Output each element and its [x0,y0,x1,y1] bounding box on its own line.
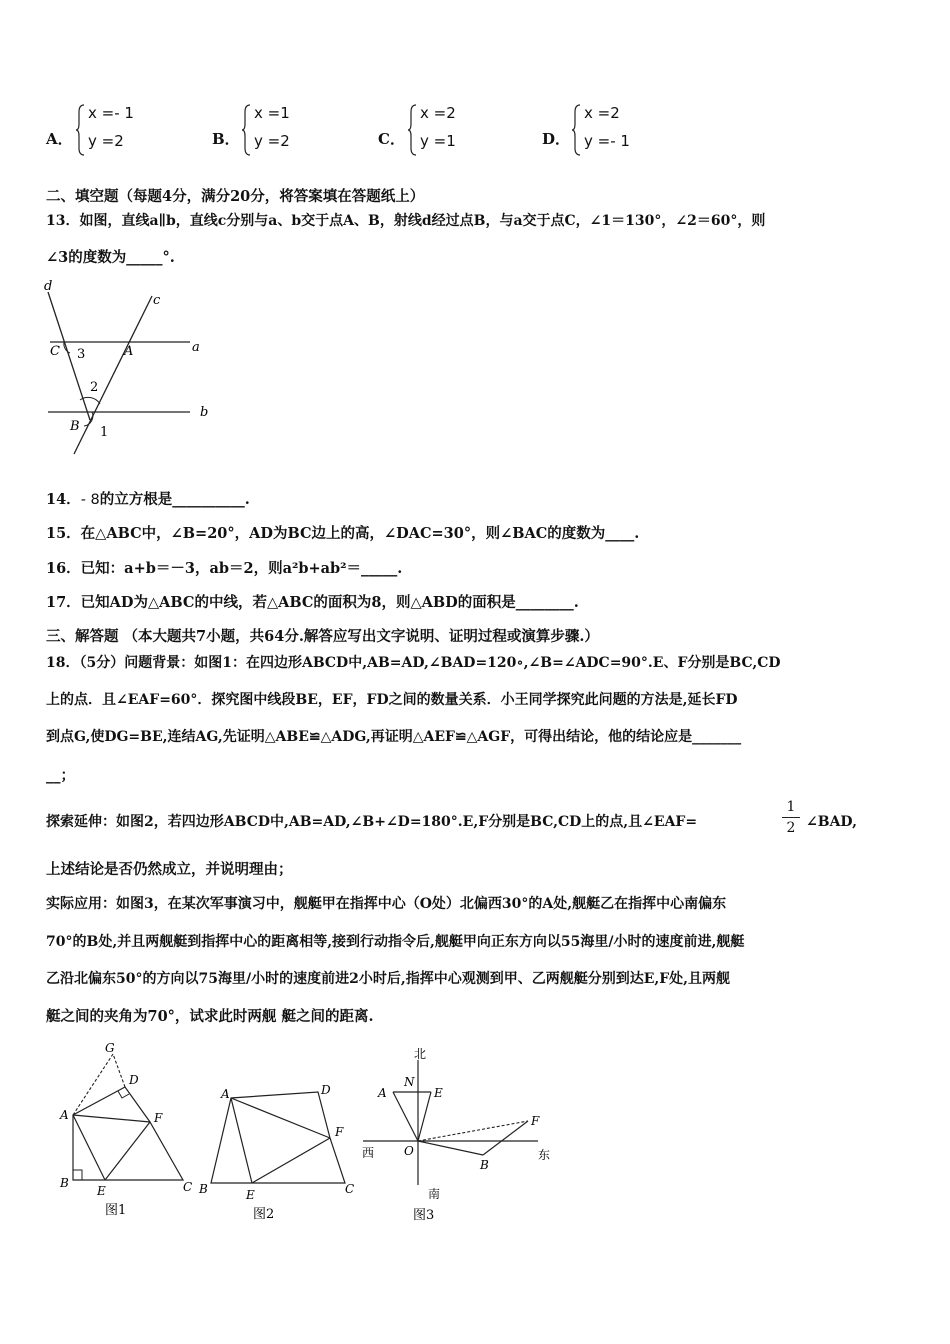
q15: 15．在△ABC中，∠B=20°，AD为BC边上的高，∠DAC=30°，则∠BAC的度数为____. [46,525,640,542]
fig3-label-O: O [404,1144,414,1158]
fig13-label-3: 3 [77,347,86,362]
q17: 17．已知AD为△ABC的中线，若△ABC的面积为8，则△ABD的面积是________. [46,594,579,611]
fig13-label-C: C [50,344,60,359]
fig1-label-E: E [97,1184,106,1198]
fig3-label-east: 东 [538,1148,551,1162]
q18-line10: 艇之间的夹角为70°，试求此时两舰 艇之间的距离. [46,1008,374,1025]
fig3-label-A: A [378,1086,387,1100]
q18-line5a: 探索延伸：如图2，若四边形ABCD中,AB=AD,∠B+∠D=180°.E,F分别是BC,CD上的点,且∠EAF= [46,814,698,830]
q18-line5b: ∠BAD, [806,814,857,830]
fig2-label-F: F [335,1125,344,1139]
fig3-label-west: 西 [362,1146,375,1160]
option-a-y: y =2 [88,132,124,150]
fig2-label-B: B [199,1182,208,1196]
q16: 16．已知：a+b＝－3，ab＝2，则a²b+ab²＝_____. [46,560,403,577]
fig2-label-C: C [345,1182,355,1196]
fig2-label-D: D [321,1083,331,1097]
option-a-label: A． [46,130,73,148]
q14-number: 14． [46,491,81,508]
fig3-label-south: 南 [428,1187,441,1201]
fig1-label-C: C [183,1180,193,1194]
option-c-label: C． [378,130,405,148]
fig13-label-B: B [70,419,80,434]
fig13-label-2: 2 [90,380,99,395]
q18-line6: 上述结论是否仍然成立，并说明理由； [46,861,293,878]
fig1-label-B: B [60,1176,69,1190]
option-b-x: x =1 [254,104,290,122]
fraction-numerator: 1 [786,799,796,815]
option-c-y: y =1 [420,132,456,150]
fig13-label-c: c [153,293,161,308]
q18-fraction [782,798,800,837]
fig13-label-A: A [124,344,134,359]
option-d-label: D． [542,130,571,148]
fig2-label-E: E [246,1188,255,1202]
fig13-label-d: d [44,279,53,294]
fig3-label-north: 北 [414,1047,427,1061]
q18-line9: 乙沿北偏东50°的方向以75海里/小时的速度前进2小时后,指挥中心观测到甲、乙两舰艇分别到达E,F处,且两舰 [46,971,731,987]
fig3-label-F: F [531,1114,540,1128]
section2-title: 二、填空题（每题4分，满分20分，将答案填在答题纸上） [46,188,425,205]
fig1-label-F: F [154,1111,163,1125]
fig2-caption: 图2 [253,1207,275,1222]
brace-icon [572,104,582,156]
fig1-label-D: D [129,1073,139,1087]
figure-1 [55,1040,205,1225]
fraction-denominator: 2 [786,820,796,836]
option-b-label: B． [212,130,240,148]
brace-icon [242,104,252,156]
brace-icon [408,104,418,156]
option-a-x: x =- 1 [88,104,134,122]
figure-2 [195,1080,365,1225]
q14 [46,490,250,510]
q18-line1: 18．（5分）问题背景：如图1：在四边形ABCD中,AB=AD,∠BAD=120∘,∠B=∠ADC=90°.E、F分别是BC,CD [46,655,781,671]
brace-icon [76,104,86,156]
fig3-label-E: E [434,1086,443,1100]
fig2-label-A: A [221,1087,230,1101]
option-d-y: y =- 1 [584,132,630,150]
q14-neg8: - 8 [80,492,100,508]
option-c-x: x =2 [420,104,456,122]
q13-line2: ∠3的度数为_____°. [46,249,175,266]
fig13-label-1: 1 [100,425,109,440]
fig3-label-N: N [404,1075,415,1089]
figure-3 [358,1045,558,1225]
q18-line7: 实际应用：如图3，在某次军事演习中，舰艇甲在指挥中心（O处）北偏西30°的A处,舰艇乙在指挥中心南偏东 [46,896,727,912]
q13-line1: 13．如图，直线a∥b，直线c分别与a、b交于点A、B，射线d经过点B，与a交于点C，∠1＝130°，∠2＝60°，则 [46,213,766,229]
fig3-caption: 图3 [413,1208,435,1223]
option-b-y: y =2 [254,132,290,150]
q18-line4: __； [46,767,75,784]
fig13-label-b: b [200,405,209,420]
fig1-label-G: G [105,1041,115,1055]
q18-line3: 到点G,使DG=BE,连结AG,先证明△ABE≌△ADG,再证明△AEF≌△AGF，可得出结论，他的结论应是_______ [46,729,742,745]
fig1-label-A: A [60,1108,69,1122]
option-d-x: x =2 [584,104,620,122]
fig13-label-a: a [192,340,200,355]
fig1-caption: 图1 [105,1203,127,1218]
section3-title: 三、解答题 （本大题共7小题，共64分.解答应写出文字说明、证明过程或演算步骤.） [46,628,599,645]
figure-13 [40,278,220,463]
fig3-label-B: B [480,1158,489,1172]
q14-rest: 的立方根是__________. [99,491,250,508]
q18-line2: 上的点．且∠EAF=60°．探究图中线段BE，EF，FD之间的数量关系．小王同学探究此问题的方法是,延长FD [46,692,738,708]
q18-line8: 70°的B处,并且两舰艇到指挥中心的距离相等,接到行动指令后,舰艇甲向正东方向以55海里/小时的速度前进,舰艇 [46,934,745,950]
